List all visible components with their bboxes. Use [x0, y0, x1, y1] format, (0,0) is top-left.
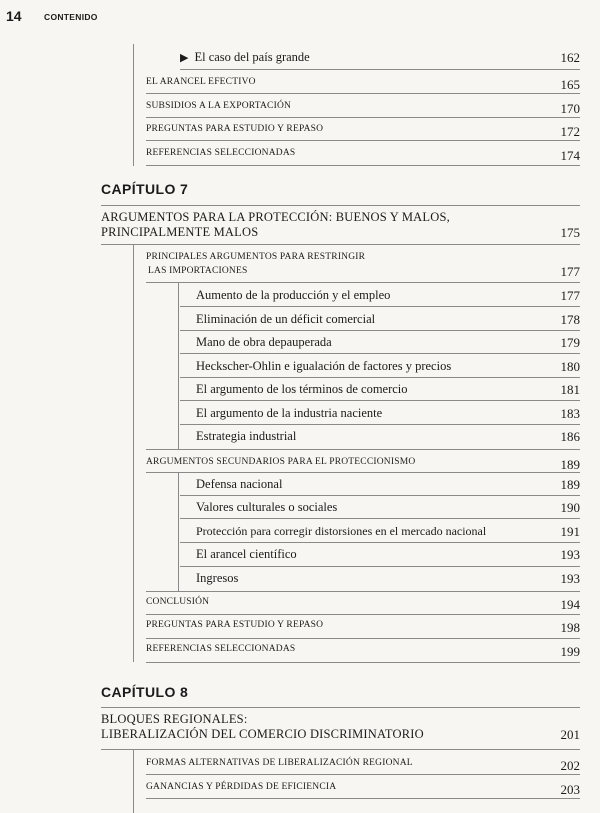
- divider: [180, 377, 580, 378]
- toc-entry-page: 194: [560, 597, 580, 612]
- toc-entry-label: FORMAS ALTERNATIVAS DE LIBERALIZACIÓN REGIONAL: [146, 758, 413, 768]
- divider: [146, 117, 580, 118]
- divider: [180, 518, 580, 519]
- divider: [146, 798, 580, 799]
- toc-entry-label: El caso del país grande: [194, 50, 310, 64]
- divider: [146, 449, 580, 450]
- divider: [146, 662, 580, 663]
- toc-entry-page: 178: [560, 312, 580, 327]
- toc-entry-page: 203: [560, 782, 580, 797]
- toc-entry-label: Protección para corregir distorsiones en el mercado nacional: [196, 524, 487, 538]
- toc-entry-page: 189: [560, 477, 580, 492]
- toc-bracket: [133, 244, 134, 662]
- toc-entry-page: 193: [560, 571, 580, 586]
- divider: [146, 472, 580, 473]
- toc-bracket: [133, 44, 134, 166]
- divider: [180, 306, 580, 307]
- triangle-marker-icon: ▶: [180, 52, 189, 64]
- toc-entry-label: Valores culturales o sociales: [196, 500, 338, 514]
- toc-entry-label: Eliminación de un déficit comercial: [196, 312, 376, 326]
- toc-entry-page: 193: [560, 547, 580, 562]
- toc-entry-page: 170: [560, 101, 580, 116]
- toc-entry-page: 202: [560, 758, 580, 773]
- toc-entry-label: GANANCIAS Y PÉRDIDAS DE EFICIENCIA: [146, 782, 337, 792]
- running-header: CONTENIDO: [44, 12, 98, 22]
- divider: [146, 165, 580, 166]
- divider: [101, 244, 580, 245]
- toc-entry-page: 201: [560, 727, 580, 742]
- divider: [146, 282, 580, 283]
- divider: [146, 614, 580, 615]
- divider: [180, 353, 580, 354]
- toc-entry-page: 174: [560, 148, 580, 163]
- toc-entry-page: 179: [560, 335, 580, 350]
- divider: [146, 140, 580, 141]
- divider: [146, 93, 580, 94]
- divider: [146, 638, 580, 639]
- divider: [180, 566, 580, 567]
- toc-entry-page: 190: [560, 500, 580, 515]
- toc-entry-label-cont: PRINCIPALMENTE MALOS: [101, 225, 259, 239]
- toc-entry-page: 181: [560, 382, 580, 397]
- divider: [101, 749, 580, 750]
- toc-entry-label: Ingresos: [196, 571, 239, 585]
- divider: [180, 542, 580, 543]
- divider: [101, 707, 580, 708]
- divider: [101, 205, 580, 206]
- toc-entry-page: 162: [560, 50, 580, 65]
- toc-entry-label: Heckscher-Ohlin e igualación de factores y precios: [196, 359, 452, 373]
- page-number: 14: [6, 8, 22, 24]
- divider: [180, 495, 580, 496]
- toc-entry-page: 177: [560, 288, 580, 303]
- toc-entry-label-cont: LIBERALIZACIÓN DEL COMERCIO DISCRIMINATORIO: [101, 727, 424, 741]
- toc-entry-page: 177: [560, 264, 580, 279]
- divider: [146, 591, 580, 592]
- toc-entry-label: REFERENCIAS SELECCIONADAS: [146, 148, 296, 158]
- toc-entry-label: El argumento de los términos de comercio: [196, 382, 408, 396]
- toc-entry-label: Aumento de la producción y el empleo: [196, 288, 391, 302]
- toc-entry-label: Estrategia industrial: [196, 429, 297, 443]
- toc-entry-page: 175: [560, 225, 580, 240]
- toc-entry-label: PRINCIPALES ARGUMENTOS PARA RESTRINGIR: [146, 252, 366, 262]
- toc-entry-label: PREGUNTAS PARA ESTUDIO Y REPASO: [146, 620, 324, 630]
- toc-entry-page: 189: [560, 457, 580, 472]
- toc-entry-label: El arancel científico: [196, 547, 297, 561]
- toc-entry-label: Defensa nacional: [196, 477, 283, 491]
- toc-entry-page: 186: [560, 429, 580, 444]
- toc-entry-label-cont: LAS IMPORTACIONES: [148, 266, 248, 276]
- toc-entry-label: EL ARANCEL EFECTIVO: [146, 77, 256, 87]
- divider: [180, 330, 580, 331]
- chapter-heading: CAPÍTULO 8: [101, 684, 189, 700]
- toc-entry-label: BLOQUES REGIONALES:: [101, 712, 248, 726]
- toc-entry-label: SUBSIDIOS A LA EXPORTACIÓN: [146, 101, 292, 111]
- toc-entry-label: CONCLUSIÓN: [146, 597, 210, 607]
- toc-bracket: [178, 282, 179, 449]
- divider: [180, 69, 580, 70]
- toc-entry-page: 180: [560, 359, 580, 374]
- toc-bracket: [133, 749, 134, 813]
- toc-entry-page: 191: [560, 524, 580, 539]
- toc-entry-label: ARGUMENTOS PARA LA PROTECCIÓN: BUENOS Y MALOS,: [101, 210, 450, 224]
- toc-entry-label: El argumento de la industria naciente: [196, 406, 383, 420]
- toc-entry-page: 183: [560, 406, 580, 421]
- toc-bracket: [178, 472, 179, 591]
- toc-entry-page: 199: [560, 644, 580, 659]
- divider: [180, 424, 580, 425]
- toc-entry-page: 172: [560, 124, 580, 139]
- toc-entry-page: 198: [560, 620, 580, 635]
- chapter-heading: CAPÍTULO 7: [101, 181, 189, 197]
- toc-entry-label: PREGUNTAS PARA ESTUDIO Y REPASO: [146, 124, 324, 134]
- toc-entry-label: ARGUMENTOS SECUNDARIOS PARA EL PROTECCIONISMO: [146, 457, 416, 467]
- divider: [180, 400, 580, 401]
- divider: [146, 774, 580, 775]
- toc-entry-page: 165: [560, 77, 580, 92]
- toc-entry-label: Mano de obra depauperada: [196, 335, 332, 349]
- toc-entry-label: REFERENCIAS SELECCIONADAS: [146, 644, 296, 654]
